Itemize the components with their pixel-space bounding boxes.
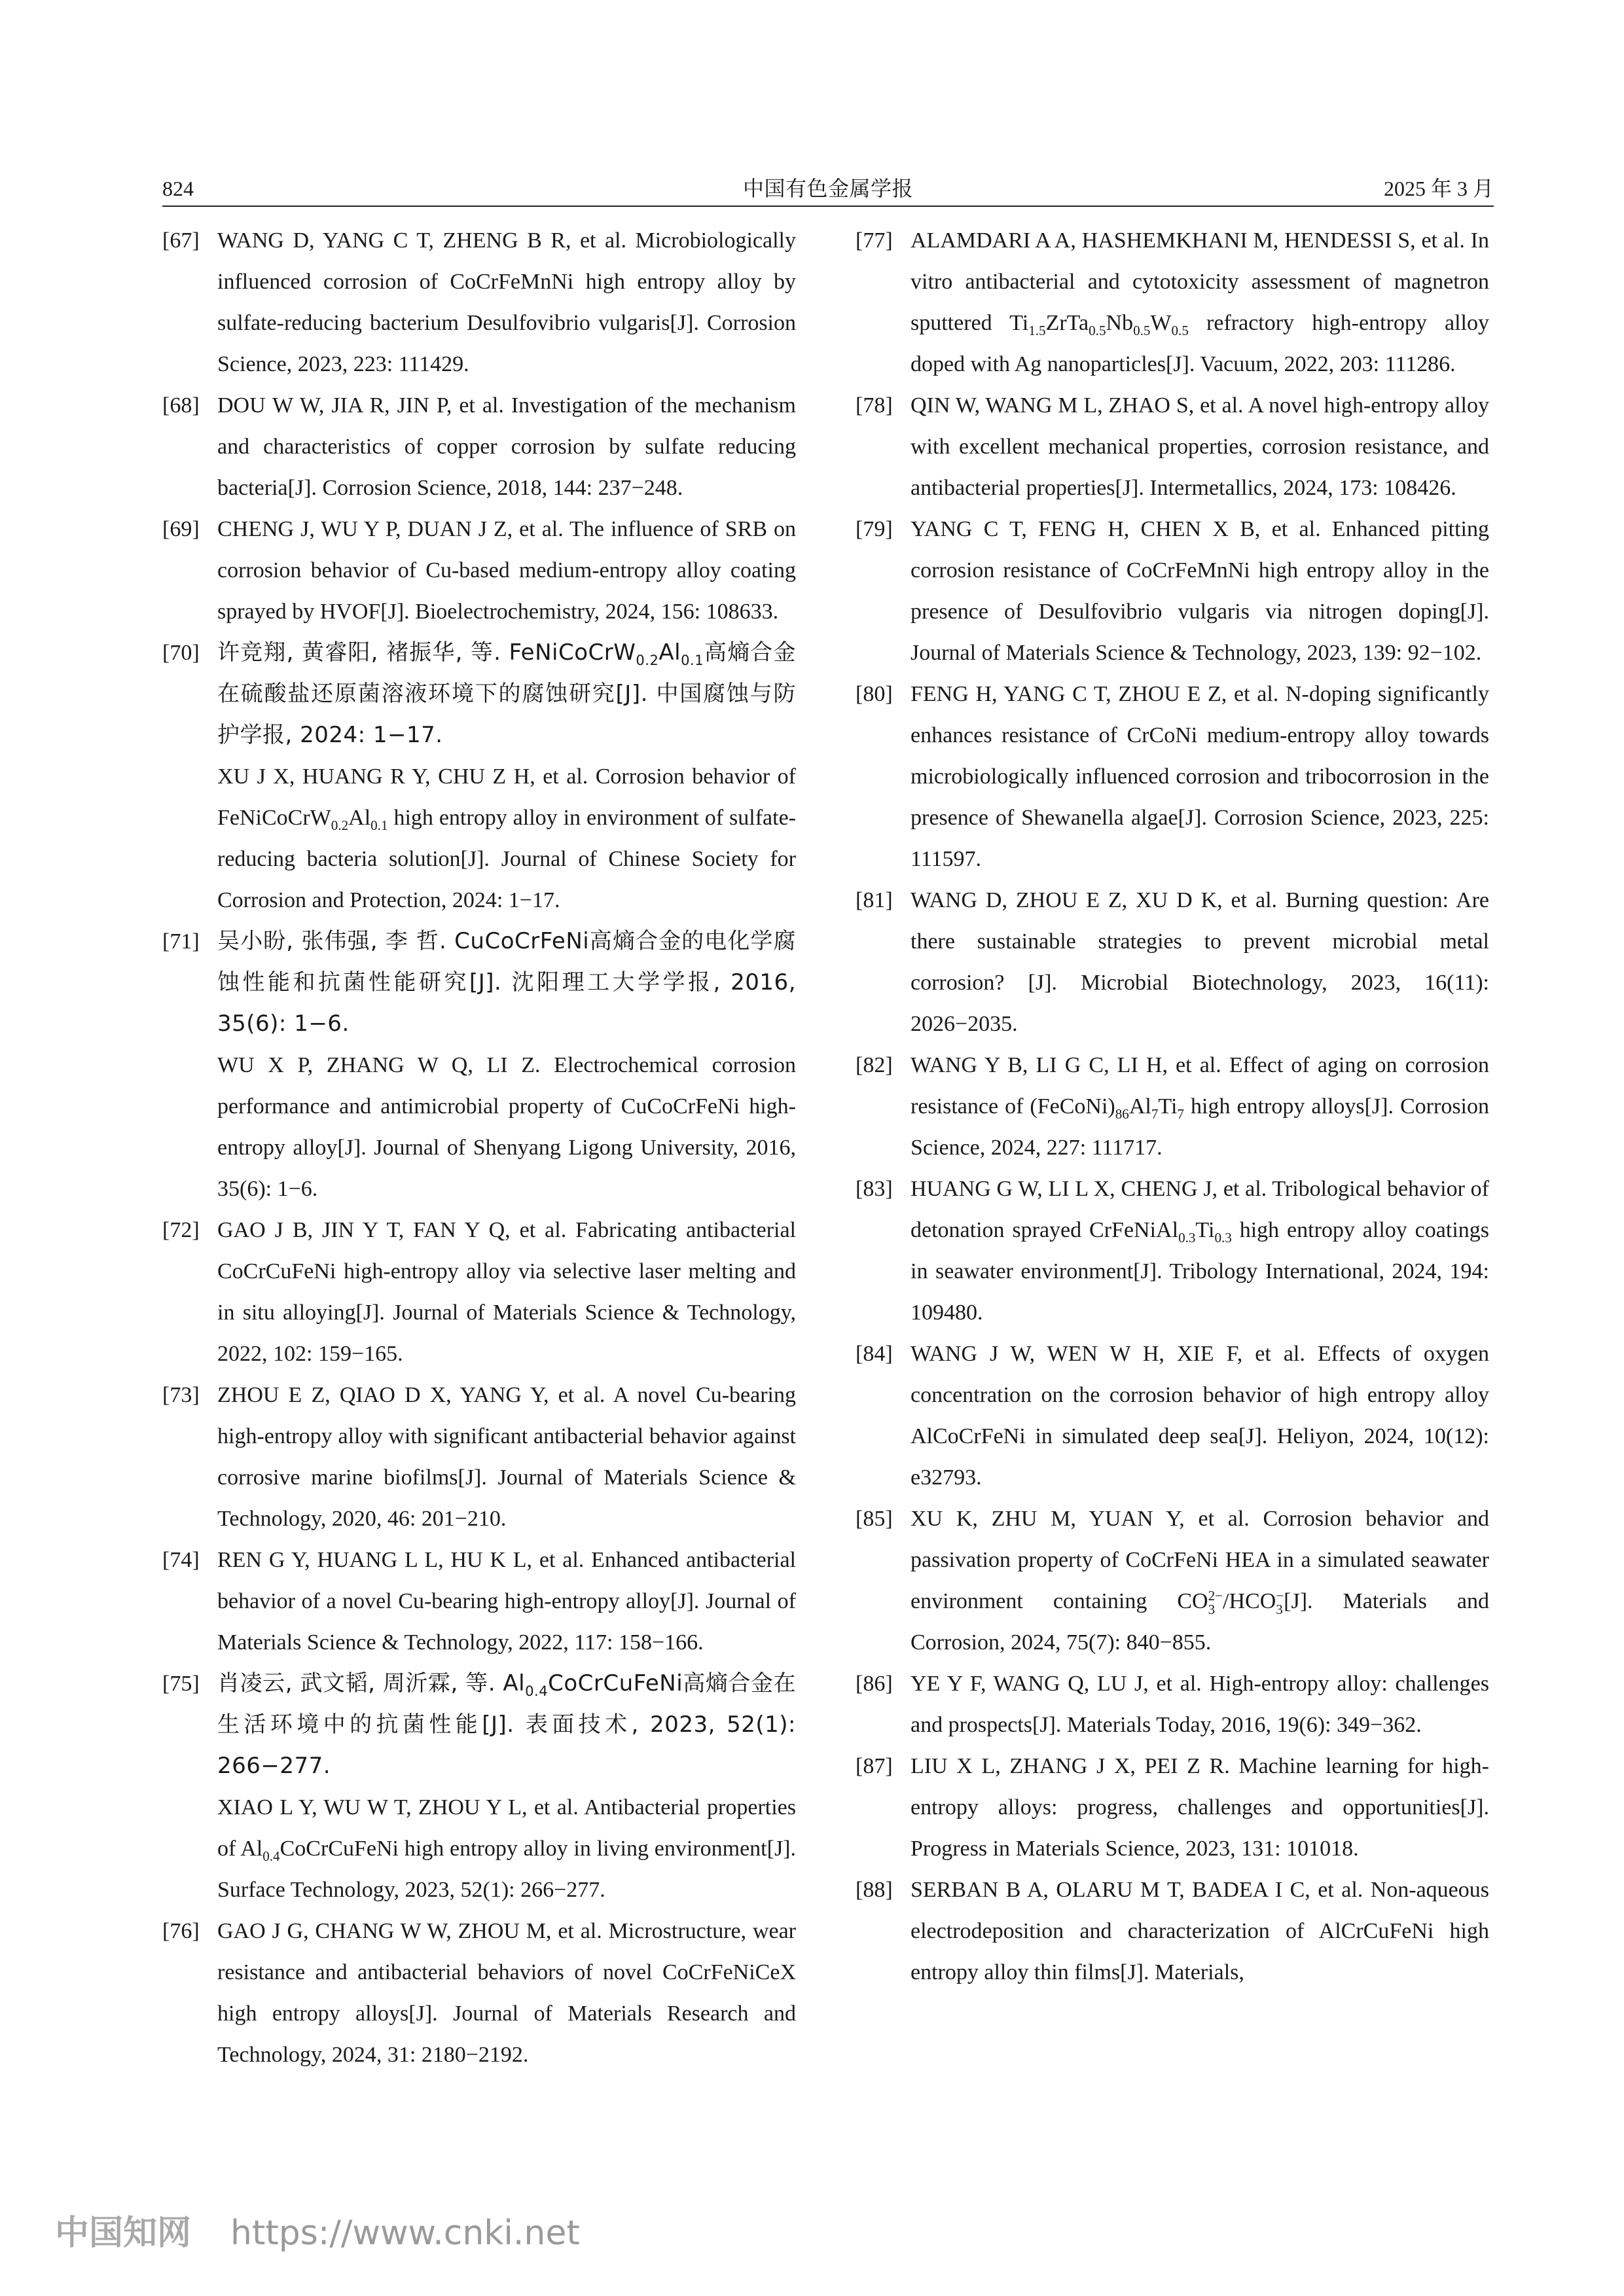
cnki-logo: 中国知网 [55, 2214, 192, 2253]
reference-text: XU K, ZHU M, YUAN Y, et al. Corrosion behavior and passivation property of CoCrFeNi HEA in a simulated seawater environment containing CO 2− 3 /HCO − 3 [J]. Materials and Corrosion, 2024, 75(7): 840−855. [911, 1507, 1489, 1655]
reference-item [856, 1168, 1489, 1333]
reference-text: SERBAN B A, OLARU M T, BADEA I C, et al. Non-aqueous electrodeposition and characterization of AlCrCuFeNi high entropy alloy thin films[J]. Materials, [911, 1878, 1489, 1984]
reference-number: [76] [162, 1919, 200, 1943]
reference-number: [72] [162, 1218, 200, 1242]
reference-item [856, 1333, 1489, 1498]
reference-item [162, 1210, 796, 1374]
reference-number: [88] [856, 1878, 893, 1902]
reference-number: [80] [856, 682, 893, 706]
reference-item [162, 1910, 796, 2075]
reference-item [162, 921, 796, 1210]
reference-text: REN G Y, HUANG L L, HU K L, et al. Enhanced antibacterial behavior of a novel Cu-bearing high-entropy alloy[J]. Journal of Materials Science & Technology, 2022, 117: 158−166. [217, 1548, 796, 1655]
reference-item [162, 1663, 796, 1910]
reference-item [162, 632, 796, 921]
reference-item [856, 509, 1489, 673]
header-rule [162, 206, 1494, 207]
reference-item [856, 385, 1489, 509]
reference-item [856, 880, 1489, 1045]
reference-item [162, 1374, 796, 1539]
reference-text: YE Y F, WANG Q, LU J, et al. High-entropy alloy: challenges and prospects[J]. Materials Today, 2016, 19(6): 349−362. [911, 1672, 1489, 1737]
reference-text: ALAMDARI A A, HASHEMKHANI M, HENDESSI S, et al. In vitro antibacterial and cytotoxicity assessment of magnetron sputtered $Ti_{1.5}ZrTa_{0.5}Nb_{0.5}W_{0.5}$ refractory high-entropy alloy doped with Ag nanoparticles[J]. Vacuum, 2022, 203: 111286. [911, 228, 1489, 376]
reference-text-english: XU J X, HUANG R Y, CHU Z H, et al. Corrosion behavior of $FeNiCoCrW_{0.2}Al_{0.1}$ high entropy alloy in environment of sulfate-reducing bacteria solution[J]. Journal of Chinese Society for Corrosion and Protection, 2024: 1−17. [217, 764, 796, 912]
reference-text: WANG Y B, LI G C, LI H, et al. Effect of aging on corrosion resistance of $(FeCoNi)_{86}Al_7Ti_7$ high entropy alloys[J]. Corrosion Science, 2024, 227: 111717. [911, 1053, 1490, 1160]
reference-text: CHENG J, WU Y P, DUAN J Z, et al. The influence of SRB on corrosion behavior of Cu-based medium-entropy alloy coating sprayed by HVOF[J]. Bioelectrochemistry, 2024, 156: 108633. [217, 517, 796, 624]
reference-text: ZHOU E Z, QIAO D X, YANG Y, et al. A novel Cu-bearing high-entropy alloy with significant antibacterial behavior against corrosive marine biofilms[J]. Journal of Materials Science & Technology, 2020, 46: 201−210. [217, 1383, 796, 1531]
reference-number: [83] [856, 1177, 893, 1201]
reference-item [162, 509, 796, 632]
reference-number: [87] [856, 1754, 893, 1778]
reference-item [856, 1663, 1489, 1746]
reference-number: [70] [162, 641, 200, 665]
reference-text: WANG J W, WEN W H, XIE F, et al. Effects of oxygen concentration on the corrosion behavior of high entropy alloy AlCoCrFeNi in simulated deep sea[J]. Heliyon, 2024, 10(12): e32793. [911, 1342, 1489, 1490]
reference-number: [77] [856, 228, 893, 253]
reference-item [856, 220, 1489, 385]
reference-number: [85] [856, 1507, 893, 1531]
reference-number: [69] [162, 517, 200, 541]
reference-item [162, 220, 796, 385]
reference-text-english: XIAO L Y, WU W T, ZHOU Y L, et al. Antibacterial properties of $Al_{0.4}CoCrCuFeNi$ high entropy alloy in living environment[J]. Surface Technology, 2023, 52(1): 266−277. [217, 1795, 796, 1902]
reference-number: [82] [856, 1053, 893, 1077]
reference-item [856, 1045, 1489, 1168]
reference-column-right [856, 220, 1489, 1993]
reference-number: [78] [856, 393, 893, 418]
cnki-url[interactable]: https://www.cnki.net [230, 2214, 580, 2253]
reference-number: [71] [162, 929, 200, 954]
reference-item [856, 673, 1489, 880]
reference-number: [84] [856, 1342, 893, 1366]
reference-text: WANG D, ZHOU E Z, XU D K, et al. Burning question: Are there sustainable strategies to prevent microbial metal corrosion? [J]. Microbial Biotechnology, 2023, 16(11): 2026−2035. [911, 888, 1489, 1036]
reference-text: QIN W, WANG M L, ZHAO S, et al. A novel high-entropy alloy with excellent mechanical properties, corrosion resistance, and antibacterial properties[J]. Intermetallics, 2024, 173: 108426. [911, 393, 1489, 500]
reference-number: [67] [162, 228, 200, 253]
reference-item [162, 1539, 796, 1663]
reference-column-left [162, 220, 796, 2075]
reference-text: GAO J B, JIN Y T, FAN Y Q, et al. Fabricating antibacterial CoCrCuFeNi high-entropy alloy via selective laser melting and in situ alloying[J]. Journal of Materials Science & Technology, 2022, 102: 159−165. [217, 1218, 796, 1366]
reference-item [856, 1869, 1489, 1993]
page-number: 824 [162, 177, 194, 200]
reference-text: DOU W W, JIA R, JIN P, et al. Investigation of the mechanism and characteristics of copper corrosion by sulfate reducing bacteria[J]. Corrosion Science, 2018, 144: 237−248. [217, 393, 796, 500]
reference-text: YANG C T, FENG H, CHEN X B, et al. Enhanced pitting corrosion resistance of CoCrFeMnNi high entropy alloy in the presence of Desulfovibrio vulgaris via nitrogen doping[J]. Journal of Materials Science & Technology, 2023, 139: 92−102. [911, 517, 1489, 665]
reference-number: [75] [162, 1672, 200, 1696]
reference-text-chinese: 许竞翔, 黄睿阳, 褚振华, 等. $FeNiCoCrW_{0.2}Al_{0.1}$高熵合金在硫酸盐还原菌溶液环境下的腐蚀研究[J]. 中国腐蚀与防护学报, 2024: 1−17. [217, 639, 797, 748]
reference-item [856, 1746, 1489, 1869]
reference-text: FENG H, YANG C T, ZHOU E Z, et al. N-doping significantly enhances resistance of CrCoNi medium-entropy alloy towards microbiologically influenced corrosion and tribocorrosion in the presence of Shewanella algae[J]. Corrosion Science, 2023, 225: 111597. [911, 682, 1489, 871]
reference-number: [86] [856, 1672, 893, 1696]
reference-text: HUANG G W, LI L X, CHENG J, et al. Tribological behavior of detonation sprayed $CrFeNiAl_{0.3}Ti_{0.3}$ high entropy alloy coatings in seawater environment[J]. Tribology International, 2024, 194: 109480. [911, 1177, 1489, 1325]
cnki-watermark [55, 2212, 580, 2254]
reference-number: [68] [162, 393, 200, 418]
reference-text: GAO J G, CHANG W W, ZHOU M, et al. Microstructure, wear resistance and antibacterial behaviors of novel CoCrFeNiCeX high entropy alloys[J]. Journal of Materials Research and Technology, 2024, 31: 2180−2192. [217, 1919, 796, 2067]
reference-number: [79] [856, 517, 893, 541]
reference-item [162, 385, 796, 509]
reference-number: [74] [162, 1548, 200, 1572]
page-header [162, 171, 1494, 206]
reference-text-english: WU X P, ZHANG W Q, LI Z. Electrochemical corrosion performance and antimicrobial property of CuCoCrFeNi high-entropy alloy[J]. Journal of Shenyang Ligong University, 2016, 35(6): 1−6. [217, 1053, 796, 1201]
reference-item [856, 1498, 1489, 1663]
issue-date: 2025 年 3 月 [1383, 177, 1494, 200]
reference-text: WANG D, YANG C T, ZHENG B R, et al. Microbiologically influenced corrosion of CoCrFeMnNi high entropy alloy by sulfate-reducing bacterium Desulfovibrio vulgaris[J]. Corrosion Science, 2023, 223: 111429. [217, 228, 796, 376]
reference-text: LIU X L, ZHANG J X, PEI Z R. Machine learning for high-entropy alloys: progress, challenges and opportunities[J]. Progress in Materials Science, 2023, 131: 101018. [911, 1754, 1489, 1861]
reference-text-chinese: 肖凌云, 武文韬, 周沂霖, 等. $Al_{0.4}CoCrCuFeNi$高熵合金在生活环境中的抗菌性能[J]. 表面技术, 2023, 52(1): 266−277. [217, 1670, 796, 1779]
reference-number: [73] [162, 1383, 200, 1407]
journal-title: 中国有色金属学报 [742, 176, 913, 201]
reference-number: [81] [856, 888, 893, 912]
reference-text-chinese: 吴小盼, 张伟强, 李 哲. CuCoCrFeNi高熵合金的电化学腐蚀性能和抗菌性能研究[J]. 沈阳理工大学学报, 2016, 35(6): 1−6. [217, 928, 796, 1037]
